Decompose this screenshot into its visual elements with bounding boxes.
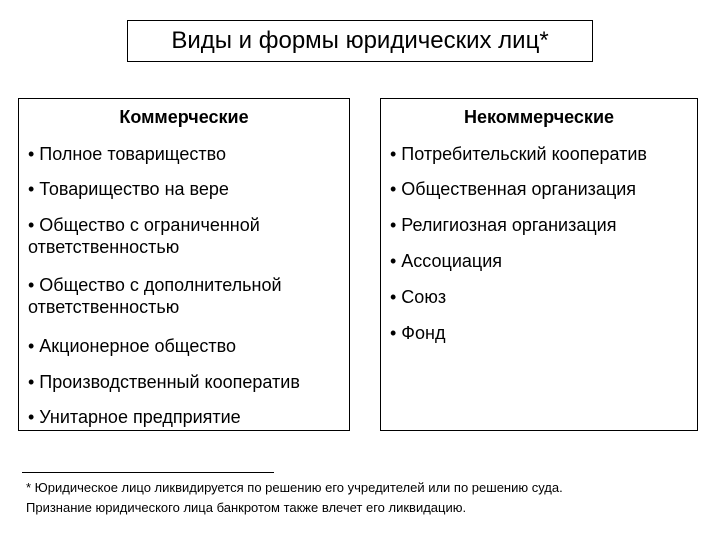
- commercial-item-alc: • Общество с дополнительной ответственностью: [28, 275, 282, 317]
- commercial-item-production-coop: • Производственный кооператив: [28, 372, 300, 392]
- commercial-item-unitary: • Унитарное предприятие: [28, 407, 241, 427]
- noncommercial-item-public-org: • Общественная организация: [390, 179, 637, 199]
- commercial-box: [18, 98, 350, 431]
- noncommercial-item-consumer-coop: • Потребительский кооператив: [390, 144, 647, 164]
- footnote-separator: [22, 472, 274, 473]
- noncommercial-box: [380, 98, 698, 431]
- noncommercial-item-union: • Союз: [390, 287, 447, 307]
- diagram-title-text: Виды и формы юридических лиц*: [171, 27, 549, 54]
- footnote-line-1: * Юридическое лицо ликвидируется по решению его учредителей или по решению суда.: [26, 480, 563, 495]
- noncommercial-item-religious-org: • Религиозная организация: [390, 215, 617, 235]
- commercial-item-llc: • Общество с ограниченной ответственностью: [28, 215, 260, 257]
- commercial-heading: Коммерческие: [119, 107, 249, 127]
- diagram-title: [127, 20, 593, 62]
- footnote-line-2: Признание юридического лица банкротом также влечет его ликвидацию.: [26, 500, 467, 515]
- noncommercial-item-association: • Ассоциация: [390, 251, 503, 271]
- commercial-item-full-partnership: • Полное товарищество: [28, 144, 227, 164]
- noncommercial-heading: Некоммерческие: [463, 107, 615, 127]
- noncommercial-item-foundation: • Фонд: [390, 323, 446, 343]
- commercial-item-limited-partnership: • Товарищество на вере: [28, 179, 229, 199]
- commercial-item-joint-stock: • Акционерное общество: [28, 336, 237, 356]
- footnote: [26, 478, 706, 518]
